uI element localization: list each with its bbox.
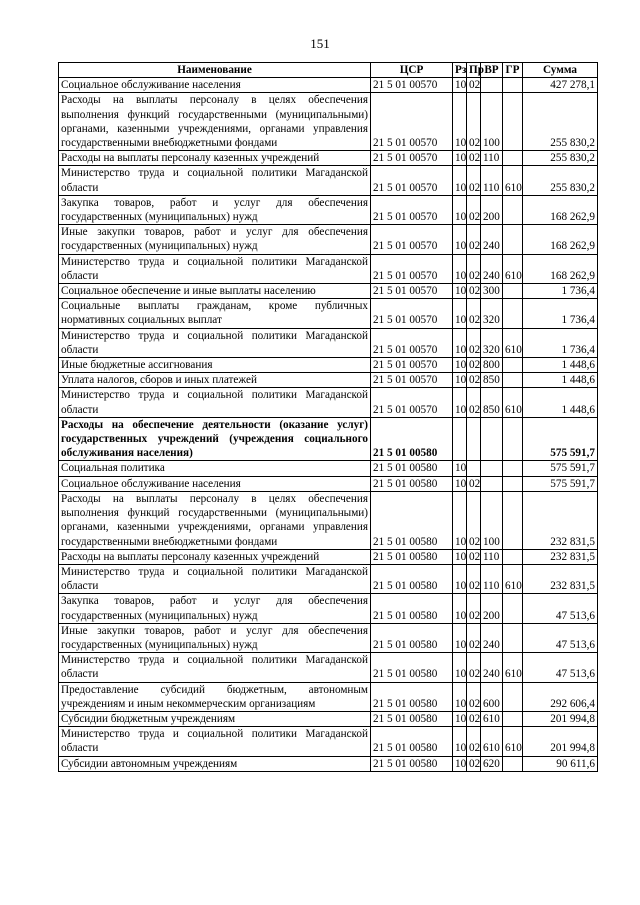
row-rz: 10 xyxy=(453,711,467,726)
row-sum: 1 448,6 xyxy=(523,388,598,417)
row-gr xyxy=(503,299,523,328)
row-vr: 110 xyxy=(481,166,503,195)
table-row xyxy=(59,93,598,151)
row-csr: 21 5 01 00570 xyxy=(371,166,453,195)
row-csr: 21 5 01 00580 xyxy=(371,756,453,771)
row-rz: 10 xyxy=(453,756,467,771)
row-pr xyxy=(467,417,481,461)
row-name: Расходы на выплаты персоналу в целях обеспечения выполнения функций государственными (муниципальными) органами, казенными учреждениями, органами управления государственными внебюджетными фондами xyxy=(59,93,371,151)
row-gr xyxy=(503,461,523,476)
row-name: Социальные выплаты гражданам, кроме публичных нормативных социальных выплат xyxy=(59,299,371,328)
table-row xyxy=(59,491,598,549)
row-rz: 10 xyxy=(453,491,467,549)
table-row xyxy=(59,358,598,373)
row-gr xyxy=(503,711,523,726)
row-csr: 21 5 01 00580 xyxy=(371,594,453,623)
row-csr: 21 5 01 00570 xyxy=(371,328,453,357)
row-sum: 575 591,7 xyxy=(523,461,598,476)
row-vr: 320 xyxy=(481,299,503,328)
table-row xyxy=(59,461,598,476)
budget-table xyxy=(58,62,598,772)
row-pr xyxy=(467,461,481,476)
table-row xyxy=(59,78,598,93)
row-name: Закупка товаров, работ и услуг для обеспечения государственных (муниципальных) нужд xyxy=(59,594,371,623)
row-vr: 850 xyxy=(481,373,503,388)
row-csr: 21 5 01 00580 xyxy=(371,417,453,461)
row-pr: 02 xyxy=(467,93,481,151)
table-row xyxy=(59,195,598,224)
row-pr: 02 xyxy=(467,195,481,224)
row-sum: 427 278,1 xyxy=(523,78,598,93)
row-name: Министерство труда и социальной политики Магаданской области xyxy=(59,653,371,682)
row-sum: 255 830,2 xyxy=(523,93,598,151)
row-name: Иные закупки товаров, работ и услуг для обеспечения государственных (муниципальных) нужд xyxy=(59,225,371,254)
row-rz: 10 xyxy=(453,254,467,283)
row-rz: 10 xyxy=(453,225,467,254)
row-gr xyxy=(503,373,523,388)
row-csr: 21 5 01 00570 xyxy=(371,254,453,283)
row-name: Министерство труда и социальной политики Магаданской области xyxy=(59,388,371,417)
row-gr xyxy=(503,417,523,461)
row-gr xyxy=(503,476,523,491)
row-csr: 21 5 01 00580 xyxy=(371,461,453,476)
row-vr: 240 xyxy=(481,623,503,652)
row-rz: 10 xyxy=(453,299,467,328)
row-pr: 02 xyxy=(467,727,481,756)
table-row xyxy=(59,727,598,756)
row-sum: 575 591,7 xyxy=(523,476,598,491)
row-sum: 201 994,8 xyxy=(523,727,598,756)
row-pr: 02 xyxy=(467,491,481,549)
row-name: Министерство труда и социальной политики Магаданской области xyxy=(59,328,371,357)
table-row xyxy=(59,254,598,283)
row-rz: 10 xyxy=(453,78,467,93)
row-vr: 240 xyxy=(481,225,503,254)
row-sum: 168 262,9 xyxy=(523,195,598,224)
row-pr: 02 xyxy=(467,756,481,771)
row-name: Расходы на выплаты персоналу казенных учреждений xyxy=(59,549,371,564)
row-pr: 02 xyxy=(467,594,481,623)
table-body xyxy=(59,78,598,772)
table-row xyxy=(59,476,598,491)
table-row xyxy=(59,225,598,254)
row-sum: 47 513,6 xyxy=(523,623,598,652)
row-rz: 10 xyxy=(453,388,467,417)
row-sum: 1 736,4 xyxy=(523,328,598,357)
row-sum: 292 606,4 xyxy=(523,682,598,711)
row-gr xyxy=(503,623,523,652)
row-gr xyxy=(503,491,523,549)
row-vr: 850 xyxy=(481,388,503,417)
row-gr xyxy=(503,195,523,224)
row-name: Социальное обеспечение и иные выплаты населению xyxy=(59,284,371,299)
row-sum: 168 262,9 xyxy=(523,254,598,283)
row-rz: 10 xyxy=(453,373,467,388)
row-rz: 10 xyxy=(453,476,467,491)
row-sum: 232 831,5 xyxy=(523,549,598,564)
table-row xyxy=(59,564,598,593)
row-pr: 02 xyxy=(467,254,481,283)
row-rz: 10 xyxy=(453,623,467,652)
table-row xyxy=(59,284,598,299)
row-sum: 1 736,4 xyxy=(523,284,598,299)
row-rz: 10 xyxy=(453,653,467,682)
row-name: Иные закупки товаров, работ и услуг для обеспечения государственных (муниципальных) нужд xyxy=(59,623,371,652)
row-csr: 21 5 01 00580 xyxy=(371,623,453,652)
table-row xyxy=(59,299,598,328)
row-sum: 255 830,2 xyxy=(523,151,598,166)
row-vr: 240 xyxy=(481,254,503,283)
row-rz: 10 xyxy=(453,166,467,195)
row-pr: 02 xyxy=(467,549,481,564)
row-gr xyxy=(503,78,523,93)
row-gr: 610 xyxy=(503,727,523,756)
row-csr: 21 5 01 00580 xyxy=(371,711,453,726)
row-name: Социальное обслуживание населения xyxy=(59,78,371,93)
row-sum: 1 448,6 xyxy=(523,373,598,388)
row-pr: 02 xyxy=(467,225,481,254)
row-csr: 21 5 01 00580 xyxy=(371,653,453,682)
row-rz: 10 xyxy=(453,564,467,593)
row-sum: 255 830,2 xyxy=(523,166,598,195)
row-vr xyxy=(481,476,503,491)
row-gr: 610 xyxy=(503,254,523,283)
row-name: Уплата налогов, сборов и иных платежей xyxy=(59,373,371,388)
row-csr: 21 5 01 00570 xyxy=(371,284,453,299)
row-sum: 201 994,8 xyxy=(523,711,598,726)
row-gr: 610 xyxy=(503,166,523,195)
table-row xyxy=(59,328,598,357)
row-rz: 10 xyxy=(453,358,467,373)
row-sum: 168 262,9 xyxy=(523,225,598,254)
row-name: Иные бюджетные ассигнования xyxy=(59,358,371,373)
row-sum: 232 831,5 xyxy=(523,491,598,549)
row-pr: 02 xyxy=(467,476,481,491)
row-vr: 100 xyxy=(481,93,503,151)
row-pr: 02 xyxy=(467,711,481,726)
table-row xyxy=(59,594,598,623)
row-gr xyxy=(503,93,523,151)
row-gr xyxy=(503,358,523,373)
row-csr: 21 5 01 00570 xyxy=(371,195,453,224)
row-pr: 02 xyxy=(467,388,481,417)
row-gr: 610 xyxy=(503,388,523,417)
row-csr: 21 5 01 00580 xyxy=(371,564,453,593)
table-row xyxy=(59,756,598,771)
header-rz: Рз xyxy=(453,63,467,78)
table-row xyxy=(59,711,598,726)
row-gr xyxy=(503,682,523,711)
row-csr: 21 5 01 00570 xyxy=(371,299,453,328)
row-name: Министерство труда и социальной политики Магаданской области xyxy=(59,564,371,593)
row-gr xyxy=(503,594,523,623)
row-pr: 02 xyxy=(467,653,481,682)
row-pr: 02 xyxy=(467,358,481,373)
row-csr: 21 5 01 00570 xyxy=(371,151,453,166)
row-rz: 10 xyxy=(453,461,467,476)
row-sum: 232 831,5 xyxy=(523,564,598,593)
row-gr xyxy=(503,284,523,299)
row-vr: 200 xyxy=(481,195,503,224)
row-name: Предоставление субсидий бюджетным, автономным учреждениям и иным некоммерческим организациям xyxy=(59,682,371,711)
row-sum: 1 448,6 xyxy=(523,358,598,373)
row-rz: 10 xyxy=(453,328,467,357)
row-rz: 10 xyxy=(453,93,467,151)
row-vr: 610 xyxy=(481,727,503,756)
table-row xyxy=(59,653,598,682)
row-name: Расходы на выплаты персоналу казенных учреждений xyxy=(59,151,371,166)
row-vr: 240 xyxy=(481,653,503,682)
header-row xyxy=(59,63,598,78)
header-name: Наименование xyxy=(59,63,371,78)
row-gr xyxy=(503,225,523,254)
row-csr: 21 5 01 00570 xyxy=(371,358,453,373)
row-vr: 610 xyxy=(481,711,503,726)
row-csr: 21 5 01 00580 xyxy=(371,682,453,711)
row-csr: 21 5 01 00580 xyxy=(371,476,453,491)
row-name: Расходы на выплаты персоналу в целях обеспечения выполнения функций государственными (муниципальными) органами, казенными учреждениями, органами управления государственными внебюджетными фондами xyxy=(59,491,371,549)
row-rz: 10 xyxy=(453,682,467,711)
row-vr: 620 xyxy=(481,756,503,771)
row-gr xyxy=(503,151,523,166)
row-gr: 610 xyxy=(503,564,523,593)
row-sum: 1 736,4 xyxy=(523,299,598,328)
table-row xyxy=(59,417,598,461)
table-row xyxy=(59,682,598,711)
row-sum: 90 611,6 xyxy=(523,756,598,771)
row-vr: 200 xyxy=(481,594,503,623)
row-gr xyxy=(503,549,523,564)
row-rz: 10 xyxy=(453,727,467,756)
table-row xyxy=(59,151,598,166)
page-number: 151 xyxy=(310,36,330,51)
row-csr: 21 5 01 00580 xyxy=(371,549,453,564)
row-vr: 110 xyxy=(481,564,503,593)
table-row xyxy=(59,549,598,564)
row-rz: 10 xyxy=(453,284,467,299)
row-name: Социальное обслуживание населения xyxy=(59,476,371,491)
row-csr: 21 5 01 00570 xyxy=(371,78,453,93)
row-vr: 110 xyxy=(481,151,503,166)
row-vr xyxy=(481,417,503,461)
row-pr: 02 xyxy=(467,373,481,388)
row-name: Социальная политика xyxy=(59,461,371,476)
row-sum: 47 513,6 xyxy=(523,594,598,623)
row-rz: 10 xyxy=(453,195,467,224)
row-gr: 610 xyxy=(503,653,523,682)
table-row xyxy=(59,166,598,195)
table-row xyxy=(59,388,598,417)
row-sum: 47 513,6 xyxy=(523,653,598,682)
row-pr: 02 xyxy=(467,564,481,593)
row-csr: 21 5 01 00580 xyxy=(371,727,453,756)
header-pr: Пр xyxy=(467,63,481,78)
row-pr: 02 xyxy=(467,299,481,328)
row-csr: 21 5 01 00570 xyxy=(371,373,453,388)
row-name: Субсидии бюджетным учреждениям xyxy=(59,711,371,726)
row-csr: 21 5 01 00570 xyxy=(371,388,453,417)
row-csr: 21 5 01 00570 xyxy=(371,93,453,151)
row-pr: 02 xyxy=(467,284,481,299)
row-pr: 02 xyxy=(467,166,481,195)
table-header xyxy=(59,63,598,78)
row-rz: 10 xyxy=(453,549,467,564)
row-name: Расходы на обеспечение деятельности (оказание услуг) государственных учреждений (учреждения социального обслуживания населения) xyxy=(59,417,371,461)
row-name: Министерство труда и социальной политики Магаданской области xyxy=(59,727,371,756)
row-pr: 02 xyxy=(467,328,481,357)
table-row xyxy=(59,623,598,652)
row-vr xyxy=(481,461,503,476)
row-vr: 800 xyxy=(481,358,503,373)
row-pr: 02 xyxy=(467,78,481,93)
row-vr: 300 xyxy=(481,284,503,299)
row-name: Субсидии автономным учреждениям xyxy=(59,756,371,771)
row-rz: 10 xyxy=(453,151,467,166)
row-pr: 02 xyxy=(467,151,481,166)
table-row xyxy=(59,373,598,388)
row-pr: 02 xyxy=(467,682,481,711)
row-csr: 21 5 01 00570 xyxy=(371,225,453,254)
header-sum: Сумма xyxy=(523,63,598,78)
row-rz: 10 xyxy=(453,594,467,623)
header-vr: ВР xyxy=(481,63,503,78)
row-gr: 610 xyxy=(503,328,523,357)
row-csr: 21 5 01 00580 xyxy=(371,491,453,549)
row-rz xyxy=(453,417,467,461)
row-vr xyxy=(481,78,503,93)
header-csr: ЦСР xyxy=(371,63,453,78)
row-sum: 575 591,7 xyxy=(523,417,598,461)
row-name: Закупка товаров, работ и услуг для обеспечения государственных (муниципальных) нужд xyxy=(59,195,371,224)
header-gr: ГР xyxy=(503,63,523,78)
row-name: Министерство труда и социальной политики Магаданской области xyxy=(59,254,371,283)
row-vr: 320 xyxy=(481,328,503,357)
row-pr: 02 xyxy=(467,623,481,652)
row-vr: 110 xyxy=(481,549,503,564)
row-name: Министерство труда и социальной политики Магаданской области xyxy=(59,166,371,195)
row-vr: 600 xyxy=(481,682,503,711)
row-gr xyxy=(503,756,523,771)
row-vr: 100 xyxy=(481,491,503,549)
